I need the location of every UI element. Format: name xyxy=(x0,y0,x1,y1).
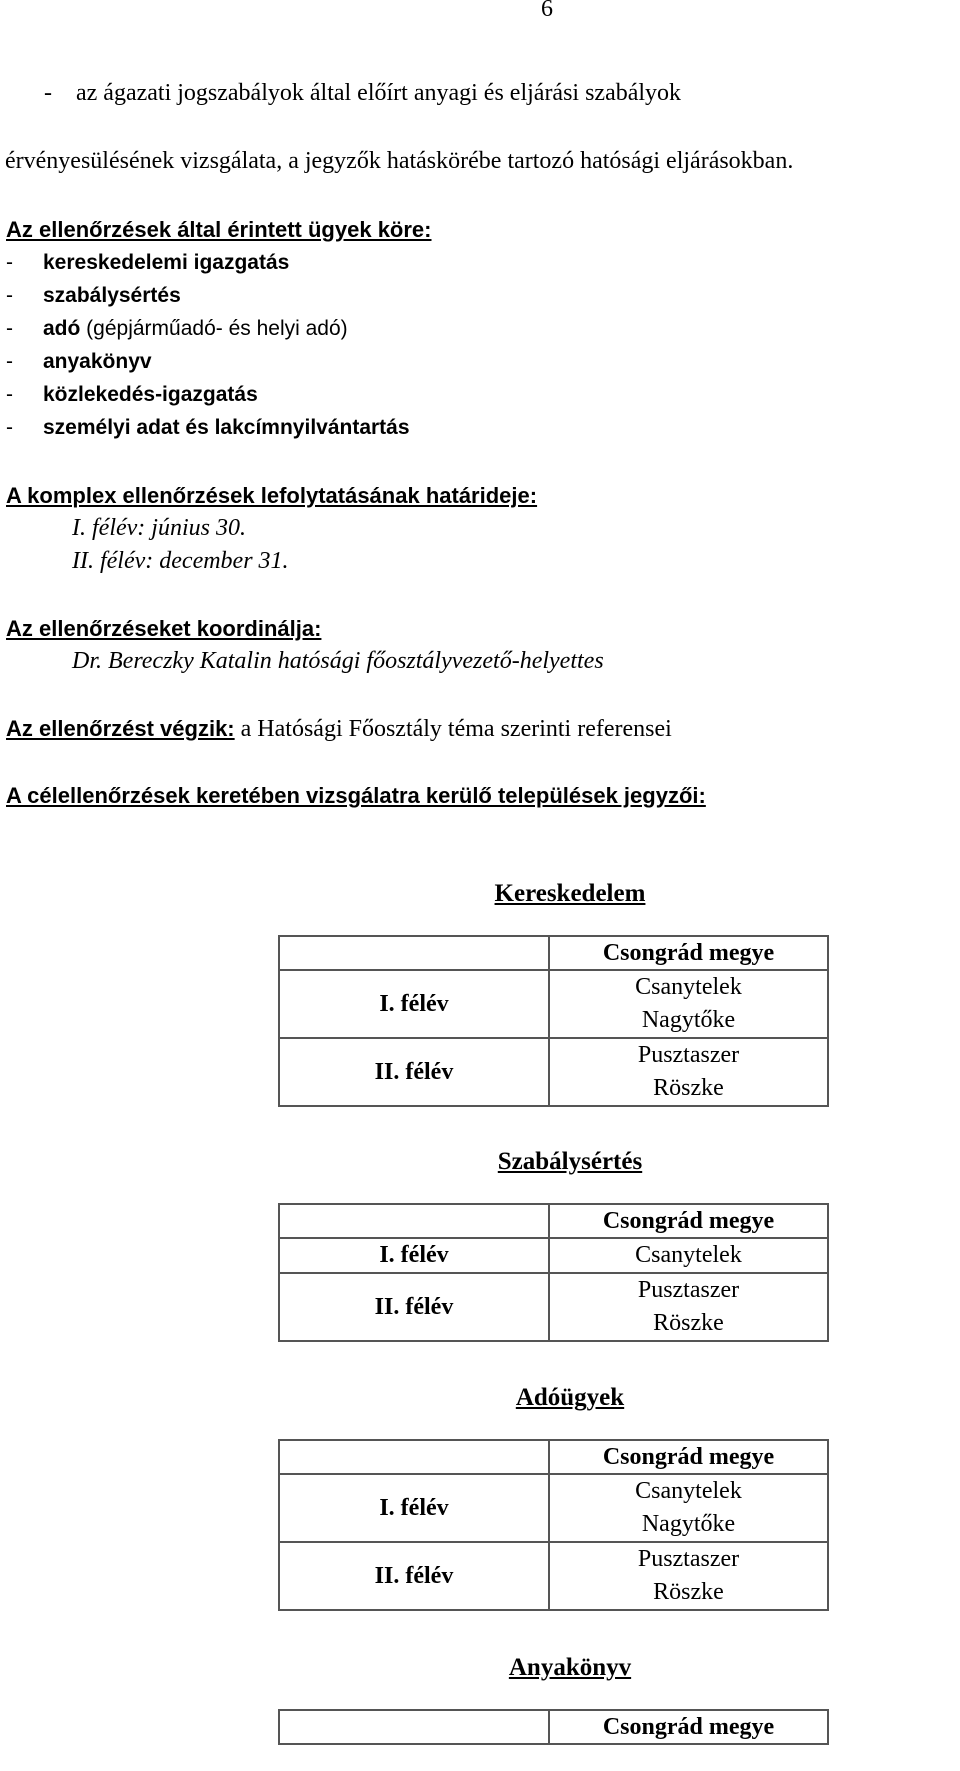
semester-towns xyxy=(549,1273,828,1341)
intro-line-1: - az ágazati jogszabályok által előírt anyagi és eljárási szabályok xyxy=(44,80,682,106)
semester-label: I. félév xyxy=(279,1238,549,1273)
town: Röszke xyxy=(653,1075,724,1101)
semester-towns xyxy=(549,1542,828,1610)
deadline-line-2: II. félév: december 31. xyxy=(72,548,289,574)
schedule-table-szabalysertes xyxy=(278,1203,829,1342)
scope-item: - kereskedelemi igazgatás xyxy=(6,251,290,274)
targets-heading: A célellenőrzések keretében vizsgálatra kerülő települések jegyzői: xyxy=(6,783,706,808)
town: Röszke xyxy=(653,1579,724,1605)
section-title-adougyek: Adóügyek xyxy=(515,1384,625,1411)
county-cell: Csongrád megye xyxy=(549,936,828,970)
semester-towns xyxy=(549,970,828,1038)
scope-item: - anyakönyv xyxy=(6,350,152,373)
empty-header-cell xyxy=(279,1440,549,1474)
town: Röszke xyxy=(653,1310,724,1336)
semester-label: II. félév xyxy=(279,1542,549,1610)
schedule-table-adougyek xyxy=(278,1439,829,1611)
semester-towns xyxy=(549,1238,828,1273)
schedule-table-anyakonyv xyxy=(278,1709,829,1745)
town: Csanytelek xyxy=(635,974,742,1000)
town: Csanytelek xyxy=(635,1478,742,1504)
town: Nagytőke xyxy=(641,1007,736,1033)
county-cell: Csongrád megye xyxy=(549,1440,828,1474)
deadline-heading: A komplex ellenőrzések lefolytatásának határideje: xyxy=(6,483,538,508)
schedule-table-kereskedelem xyxy=(278,935,829,1107)
empty-header-cell xyxy=(279,1204,549,1238)
town: Pusztaszer xyxy=(637,1546,740,1572)
county-cell: Csongrád megye xyxy=(549,1710,828,1744)
semester-label: II. félév xyxy=(279,1273,549,1341)
scope-item: - személyi adat és lakcímnyilvántartás xyxy=(6,416,410,439)
town: Pusztaszer xyxy=(637,1042,740,1068)
semester-towns xyxy=(549,1038,828,1106)
empty-header-cell xyxy=(279,936,549,970)
page-number: 6 xyxy=(541,0,553,22)
performed-by: Az ellenőrzést végzik: a Hatósági Főosztály téma szerinti referensei xyxy=(6,716,672,742)
town: Csanytelek xyxy=(635,1242,742,1268)
semester-towns xyxy=(549,1474,828,1542)
semester-label: I. félév xyxy=(279,970,549,1038)
empty-header-cell xyxy=(279,1710,549,1744)
town: Nagytőke xyxy=(641,1511,736,1537)
intro-line-2: érvényesülésének vizsgálata, a jegyzők hatáskörébe tartozó hatósági eljárásokban. xyxy=(5,148,794,174)
scope-item: - szabálysértés xyxy=(6,284,181,307)
coordinator-name: Dr. Bereczky Katalin hatósági főosztályvezető-helyettes xyxy=(72,648,604,674)
semester-label: II. félév xyxy=(279,1038,549,1106)
deadline-line-1: I. félév: június 30. xyxy=(72,515,246,541)
coordinator-heading: Az ellenőrzéseket koordinálja: xyxy=(6,616,322,641)
scope-heading: Az ellenőrzések által érintett ügyek köre: xyxy=(6,217,432,242)
semester-label: I. félév xyxy=(279,1474,549,1542)
scope-item: - adó (gépjárműadó- és helyi adó) xyxy=(6,317,348,340)
town: Pusztaszer xyxy=(637,1277,740,1303)
section-title-szabalysertes: Szabálysértés xyxy=(497,1148,643,1175)
scope-item: - közlekedés-igazgatás xyxy=(6,383,258,406)
county-cell: Csongrád megye xyxy=(549,1204,828,1238)
section-title-kereskedelem: Kereskedelem xyxy=(494,880,646,907)
section-title-anyakonyv: Anyakönyv xyxy=(508,1654,632,1681)
